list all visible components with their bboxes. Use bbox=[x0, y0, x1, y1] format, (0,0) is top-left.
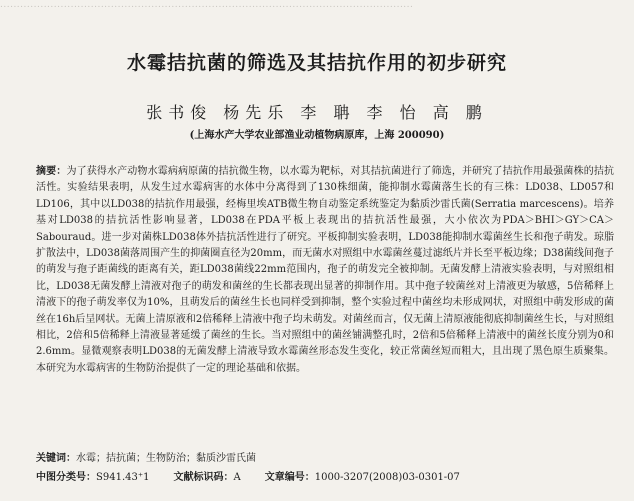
keywords-text: 水霉；拮抗菌；生物防治；黏质沙雷氏菌 bbox=[76, 453, 256, 464]
doccode-value: A bbox=[233, 472, 241, 483]
bleed-through-text: ........................................................................................................................... bbox=[0, 0, 414, 10]
authors: 张书俊 杨先乐 李 聃 李 怡 高 鹏 bbox=[146, 103, 488, 122]
paper-title: 水霉拮抗菌的筛选及其拮抗作用的初步研究 bbox=[126, 52, 507, 74]
doccode-label: 文献标识码： bbox=[173, 472, 234, 483]
articleno-value: 1000-3207(2008)03-0301-07 bbox=[314, 472, 460, 483]
clc-value: S941.43⁺1 bbox=[96, 472, 150, 483]
abstract-label: 摘要： bbox=[36, 166, 67, 177]
articleno-label: 文章编号： bbox=[264, 472, 315, 483]
article-metadata bbox=[36, 470, 614, 485]
abstract-text: 为了获得水产动物水霉病病原菌的拮抗微生物，以水霉为靶标，对其拮抗菌进行了筛选，并研究了拮抗作用最强菌株的拮抗活性。实验结果表明，从发生过水霉病害的水体中分离得到了130株细菌，能抑制水霉菌落生长的有三株：LD038、LD057和LD106，其中以LD038的拮抗作用最强，经梅里埃ATB微生物自动鉴定系统鉴定为黏质沙雷氏菌(Serratia marcescens)。培养基对LD038的拮抗活性影响显著，LD038在PDA平板上表现出的拮抗活性最强，大小依次为PDA＞BHI＞GY＞CA＞Sabouraud。进一步对菌株LD038体外拮抗活性进行了研究。平板抑制实验表明，LD038能抑制水霉菌丝生长和孢子萌发。琼脂扩散法中，LD038菌落周围产生的抑菌圈直径为20mm，而无菌水对照组中水霉菌丝蔓过滤纸片并长至平板边缘；D38菌线间孢子的萌发与孢子距菌线的距离有关，距LD038菌线22mm范围内，孢子的萌发完全被抑制。无菌发酵上清液实验表明，与对照组相比，LD038无菌发酵上清液对孢子的萌发和菌丝的生长都表现出显著的抑制作用。其中孢子较菌丝对上清液更为敏感，5倍稀释上清液下的孢子萌发率仅为10%，且萌发后的菌丝生长也同样受到抑制，整个实验过程中菌丝均未形成网状，对照组中萌发形成的菌丝在16h后呈网状。无菌上清原液和2倍稀释上清液中孢子均未萌发。对菌丝而言，仅无菌上清原液能彻底抑制菌丝生长，与对照组相比，2倍和5倍稀释上清液显著延缓了菌丝的生长。当对照组中的菌丝铺满整孔时，2倍和5倍稀释上清液中的菌丝长度分别为0和2.6mm。显微观察表明LD038的无菌发酵上清液导致水霉菌丝形态发生变化，较正常菌丝短而粗大，且出现了黑色原生质聚集。本研究为水霉病害的生物防治提供了一定的理论基础和依据。 bbox=[36, 166, 615, 374]
clc-label: 中图分类号： bbox=[36, 472, 96, 483]
keywords-label: 关键词： bbox=[36, 453, 76, 464]
abstract bbox=[36, 164, 614, 377]
affiliation: (上海水产大学农业部渔业动植物病原库，上海 200090) bbox=[189, 130, 445, 141]
keywords bbox=[36, 451, 614, 466]
